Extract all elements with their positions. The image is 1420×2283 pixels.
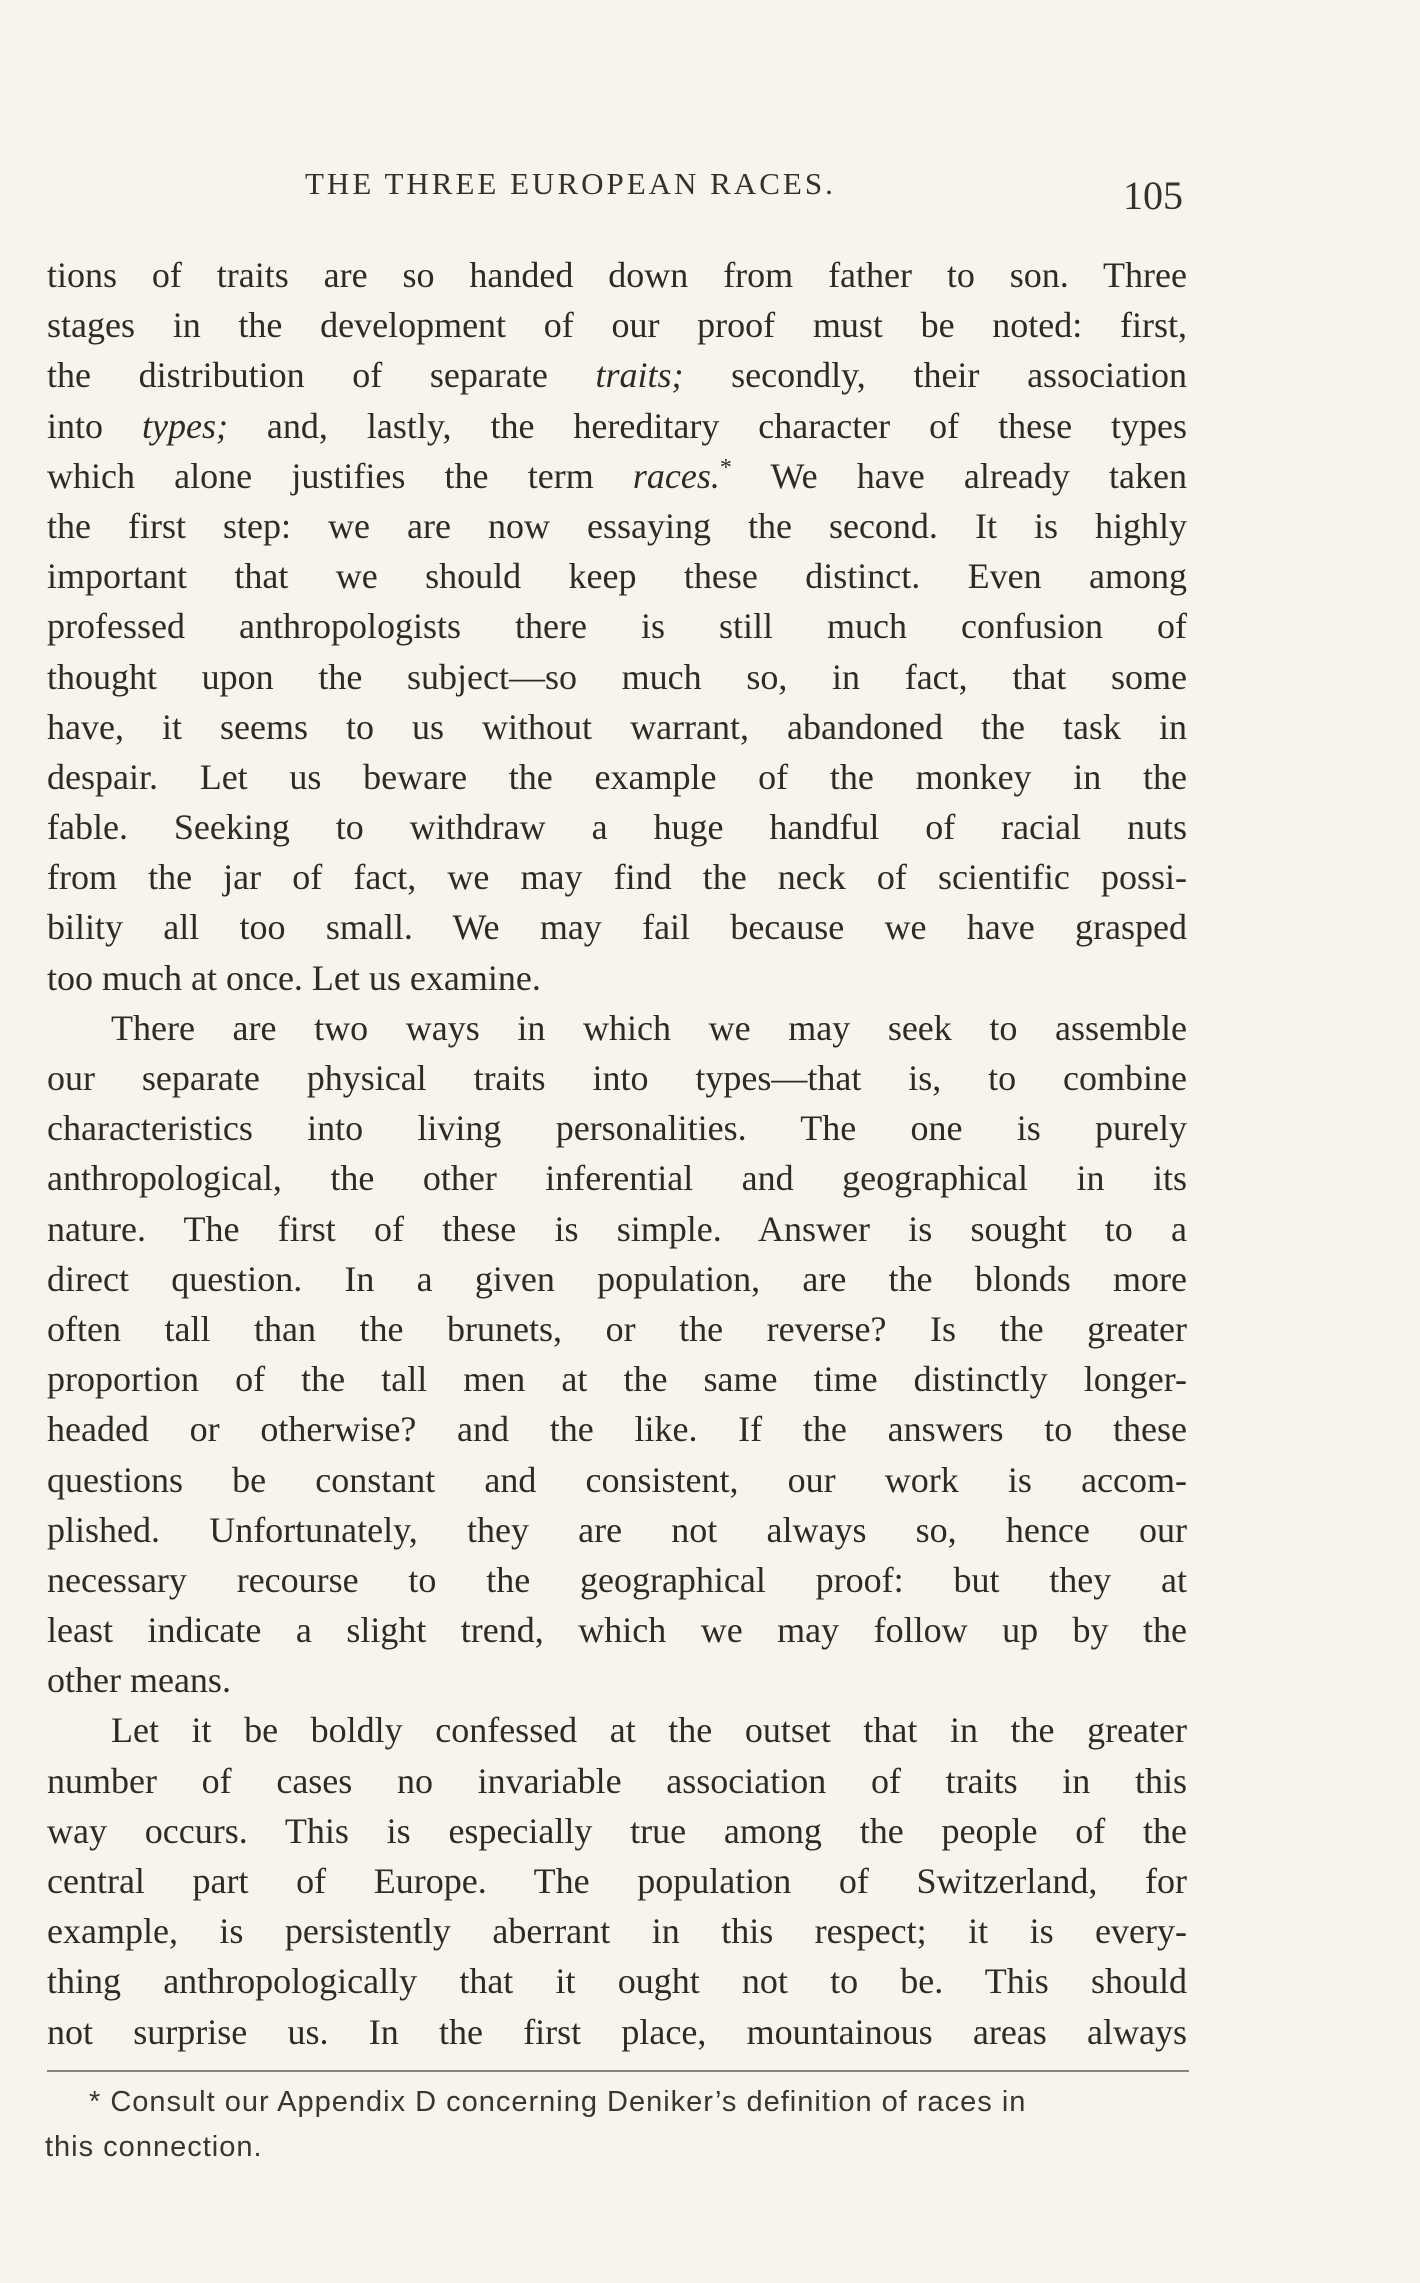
- text-line: thing anthropologically that it ought not to be. This should: [47, 1961, 1187, 2002]
- text-line: from the jar of fact, we may find the neck of scientific possi-: [47, 857, 1187, 898]
- text-span: We have already taken: [770, 455, 1187, 496]
- paragraph-start-line: There are two ways in which we may seek to assemble: [111, 1007, 1187, 1048]
- text-line: central part of Europe. The population of Switzerland, for: [47, 1861, 1187, 1901]
- text-span: and, lastly, the hereditary character of these types: [266, 405, 1188, 446]
- text-line: headed or otherwise? and the like. If the answers to these: [47, 1409, 1187, 1450]
- footnote-line: this connection.: [45, 2131, 263, 2163]
- text-line: least indicate a slight trend, which we may follow up by the: [47, 1610, 1187, 1651]
- italic-term: races.: [632, 455, 720, 496]
- body-text: [47, 250, 1187, 2057]
- text-span: which alone justifies the term: [47, 455, 594, 496]
- text-span: the distribution of separate: [47, 355, 548, 396]
- text-line: despair. Let us beware the example of the monkey in the: [47, 756, 1187, 797]
- text-span: secondly, their association: [731, 355, 1188, 396]
- text-line: questions be constant and consistent, our work is accom-: [47, 1459, 1187, 1500]
- text-line: nature. The first of these is simple. Answer is sought to a: [47, 1208, 1187, 1249]
- text-line: not surprise us. In the first place, mountainous areas always: [47, 2011, 1187, 2052]
- text-line: have, it seems to us without warrant, abandoned the task in: [47, 706, 1187, 747]
- text-line: important that we should keep these distinct. Even among: [47, 556, 1187, 597]
- text-line: fable. Seeking to withdraw a huge handful of racial nuts: [47, 807, 1187, 848]
- italic-term: types;: [141, 405, 228, 446]
- text-line: professed anthropologists there is still much confusion of: [47, 606, 1187, 647]
- text-line: thought upon the subject—so much so, in fact, that some: [47, 656, 1187, 697]
- text-line: often tall than the brunets, or the reverse? Is the greater: [47, 1308, 1187, 1349]
- text-line: other means.: [47, 1660, 231, 1701]
- footnote-line: * Consult our Appendix D concerning Deniker’s definition of races in: [89, 2086, 1027, 2118]
- text-line: [47, 350, 1187, 400]
- text-line: necessary recourse to the geographical proof: but they at: [47, 1559, 1187, 1600]
- text-line: way occurs. This is especially true among the people of the: [47, 1810, 1187, 1851]
- italic-term: traits;: [595, 355, 684, 396]
- paragraph-start-line: Let it be boldly confessed at the outset that in the greater: [111, 1710, 1187, 1751]
- text-line: number of cases no invariable association of traits in this: [47, 1760, 1187, 1801]
- text-line: plished. Unfortunately, they are not always so, hence our: [47, 1509, 1187, 1550]
- text-line: too much at once. Let us examine.: [47, 957, 541, 998]
- text-line: direct question. In a given population, are the blonds more: [47, 1258, 1187, 1299]
- text-line: stages in the development of our proof must be noted: first,: [47, 305, 1187, 346]
- footnote: [45, 2080, 1187, 2170]
- text-line: anthropological, the other inferential and geographical in its: [47, 1158, 1187, 1199]
- running-head: THE THREE EUROPEAN RACES.: [305, 166, 836, 201]
- text-span: into: [47, 405, 104, 446]
- footnote-rule: [47, 2070, 1189, 2072]
- page-number: 105: [1123, 173, 1183, 218]
- text-line: proportion of the tall men at the same time distinctly longer-: [47, 1359, 1187, 1400]
- text-line: [47, 401, 1187, 451]
- text-line: characteristics into living personalities. The one is purely: [47, 1108, 1187, 1149]
- text-line: bility all too small. We may fail because we have grasped: [47, 907, 1187, 948]
- text-line: tions of traits are so handed down from father to son. Three: [47, 255, 1187, 295]
- text-line: [47, 451, 1187, 501]
- text-line: example, is persistently aberrant in this respect; it is every-: [47, 1911, 1187, 1952]
- text-line: the first step: we are now essaying the second. It is highly: [47, 505, 1187, 546]
- footnote-marker: *: [719, 454, 732, 481]
- text-line: our separate physical traits into types—that is, to combine: [47, 1058, 1187, 1098]
